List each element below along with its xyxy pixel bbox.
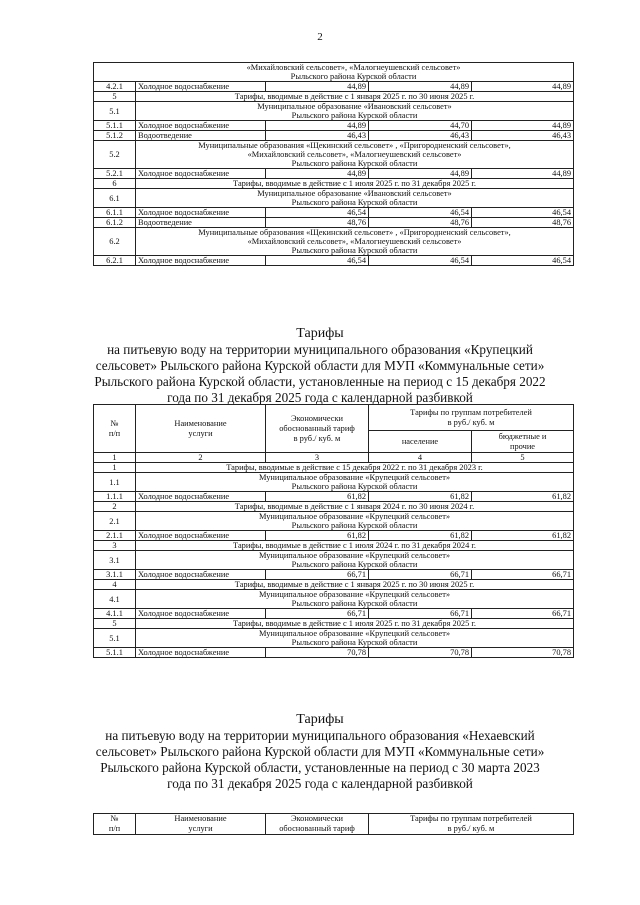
- header-economic: [266, 814, 369, 835]
- service-name: Холодное водоснабжение: [136, 121, 266, 131]
- row-number: 6: [94, 179, 136, 189]
- text-line: Рыльского района Курской области: [291, 560, 418, 569]
- text-line: Муниципальное образование «Крупецкий сельсовет»: [258, 512, 451, 521]
- row-number: 5.1.1: [94, 121, 136, 131]
- tariff-value: 61,82: [266, 492, 369, 502]
- tariff-value: 44,89: [472, 82, 574, 92]
- service-name: Холодное водоснабжение: [136, 169, 266, 179]
- row-number: 2.1: [94, 512, 136, 531]
- tariff-value: 44,89: [472, 169, 574, 179]
- table-row: [94, 102, 574, 121]
- table-row: [94, 218, 574, 228]
- table-row: [94, 590, 574, 609]
- table-row: [94, 228, 574, 256]
- page-number: 2: [317, 31, 323, 43]
- text-line: Муниципальные образования «Щекинский сельсовет» , «Пригородненский сельсовет»,: [198, 141, 511, 150]
- text-line: Экономически: [290, 814, 344, 823]
- text-line: обоснованный тариф: [279, 423, 355, 433]
- tariff-value: 46,54: [266, 256, 369, 266]
- row-number: 2: [94, 502, 136, 512]
- tariff-value: 48,76: [472, 218, 574, 228]
- text-line: Муниципальное образование «Крупецкий сельсовет»: [258, 551, 451, 560]
- heading-line: на питьевую воду на территории муниципального образования «Нехаевский: [105, 728, 535, 743]
- subgroup-cell: [136, 189, 574, 208]
- row-number: 1.1: [94, 473, 136, 492]
- text-line: услуги: [188, 428, 213, 438]
- row-number: 4: [94, 580, 136, 590]
- header-num: [94, 405, 136, 453]
- text-line: Муниципальные образования «Щекинский сельсовет» , «Пригородненский сельсовет»,: [198, 228, 511, 237]
- table-row: [94, 492, 574, 502]
- tariff-value: 66,71: [369, 609, 472, 619]
- tariff-value: 61,82: [369, 531, 472, 541]
- header-num: [94, 814, 136, 835]
- table-row: [94, 169, 574, 179]
- heading-line: Рыльского района Курской области, установленные на период с 30 марта 2023: [100, 760, 540, 775]
- text-line: Наименование: [174, 814, 227, 823]
- row-number: 3: [94, 541, 136, 551]
- row-number: 5.1.1: [94, 648, 136, 658]
- row-number: 3.1: [94, 551, 136, 570]
- table-row: [94, 580, 574, 590]
- table-row: [94, 256, 574, 266]
- row-number: 1.1.1: [94, 492, 136, 502]
- text-line: Рыльского района Курской области: [291, 111, 418, 120]
- text-line: бюджетные и: [498, 431, 547, 441]
- text-line: Рыльского района Курской области: [291, 246, 418, 255]
- text-line: «Михайловский сельсовет», «Малогнеушевский сельсовет»: [246, 63, 461, 72]
- tariff-value: 44,89: [369, 82, 472, 92]
- text-line: Рыльского района Курской области: [291, 482, 418, 491]
- text-line: Рыльского района Курской области: [291, 638, 418, 647]
- tariff-value: 66,71: [266, 609, 369, 619]
- row-number: 5: [94, 92, 136, 102]
- period-cell: Тарифы, вводимые в действие с 1 июля 2024 г. по 31 декабря 2024 г.: [136, 541, 574, 551]
- row-number: 3.1.1: [94, 570, 136, 580]
- subgroup-cell: [136, 512, 574, 531]
- text-line: Муниципальное образование «Ивановский сельсовет»: [257, 102, 452, 111]
- section-heading-krupetsky: [0, 326, 640, 406]
- header-service: [136, 814, 266, 835]
- table-header-row: [94, 405, 574, 431]
- tariff-value: 44,89: [369, 169, 472, 179]
- period-cell: Тарифы, вводимые в действие с 1 июля 2025 г. по 31 декабря 2025 г.: [136, 179, 574, 189]
- text-line: «Михайловский сельсовет», «Малогнеушевский сельсовет»: [247, 150, 462, 159]
- heading-line: сельсовет» Рыльского района Курской области для МУП «Коммунальные сети»: [95, 744, 545, 759]
- tariff-value: 61,82: [266, 531, 369, 541]
- row-number: 6.2: [94, 228, 136, 256]
- text-line: обоснованный тариф: [279, 824, 355, 833]
- table-row: [94, 531, 574, 541]
- heading-line: года по 31 декабря 2025 года с календарной разбивкой: [167, 776, 473, 791]
- table-row: [94, 463, 574, 473]
- table-row: [94, 131, 574, 141]
- subgroup-cell: [94, 63, 574, 82]
- subgroup-cell: [136, 551, 574, 570]
- tariff-value: 48,76: [266, 218, 369, 228]
- tariff-value: 46,54: [369, 256, 472, 266]
- heading-line: сельсовет» Рыльского района Курской области для МУП «Коммунальные сети»: [95, 358, 545, 373]
- column-number-row: [94, 453, 574, 463]
- text-line: Рыльского района Курской области: [291, 198, 418, 207]
- table-row: [94, 609, 574, 619]
- text-line: Муниципальное образование «Крупецкий сельсовет»: [258, 629, 451, 638]
- tariff-value: 46,43: [266, 131, 369, 141]
- heading-title: Тарифы: [296, 326, 344, 341]
- table-row: [94, 619, 574, 629]
- text-line: п/п: [108, 428, 121, 438]
- row-number: 5.2.1: [94, 169, 136, 179]
- row-number: 4.2.1: [94, 82, 136, 92]
- row-number: 6.1.2: [94, 218, 136, 228]
- service-name: Холодное водоснабжение: [136, 492, 266, 502]
- header-groups: [369, 814, 574, 835]
- tariff-value: 70,78: [266, 648, 369, 658]
- text-line: Муниципальное образование «Ивановский сельсовет»: [257, 189, 452, 198]
- table-row: [94, 82, 574, 92]
- tariff-value: 66,71: [472, 570, 574, 580]
- row-number: 1: [94, 463, 136, 473]
- tariff-value: 70,78: [472, 648, 574, 658]
- period-cell: Тарифы, вводимые в действие с 1 января 2025 г. по 30 июня 2025 г.: [136, 92, 574, 102]
- service-name: Водоотведение: [136, 131, 266, 141]
- text-line: услуги: [188, 824, 213, 833]
- text-line: в руб./ куб. м: [447, 824, 495, 833]
- subgroup-cell: [136, 102, 574, 121]
- service-name: Водоотведение: [136, 218, 266, 228]
- tariff-value: 48,76: [369, 218, 472, 228]
- text-line: Наименование: [174, 418, 227, 428]
- service-name: Холодное водоснабжение: [136, 256, 266, 266]
- row-number: 5.2: [94, 141, 136, 169]
- column-number: 3: [266, 453, 369, 463]
- tariff-value: 61,82: [472, 531, 574, 541]
- tariff-table-nekhaevsky: [93, 813, 574, 835]
- text-line: Тарифы по группам потребителей: [410, 407, 532, 417]
- table-row: [94, 92, 574, 102]
- service-name: Холодное водоснабжение: [136, 208, 266, 218]
- row-number: 5.1: [94, 102, 136, 121]
- table-row: [94, 541, 574, 551]
- table-row: [94, 502, 574, 512]
- header-population: население: [369, 431, 472, 453]
- text-line: Экономически: [290, 413, 344, 423]
- row-number: 4.1: [94, 590, 136, 609]
- tariff-value: 44,89: [266, 169, 369, 179]
- row-number: 6.2.1: [94, 256, 136, 266]
- table-row: [94, 473, 574, 492]
- period-cell: Тарифы, вводимые в действие с 1 января 2025 г. по 30 июня 2025 г.: [136, 580, 574, 590]
- tariff-value: 61,82: [369, 492, 472, 502]
- heading-title: Тарифы: [296, 712, 344, 727]
- row-number: 5.1.2: [94, 131, 136, 141]
- text-line: Муниципальное образование «Крупецкий сельсовет»: [258, 473, 451, 482]
- column-number: 1: [94, 453, 136, 463]
- tariff-value: 46,54: [266, 208, 369, 218]
- tariff-value: 46,54: [472, 256, 574, 266]
- table-row: [94, 570, 574, 580]
- period-cell: Тарифы, вводимые в действие с 15 декабря 2022 г. по 31 декабря 2023 г.: [136, 463, 574, 473]
- service-name: Холодное водоснабжение: [136, 609, 266, 619]
- subgroup-cell: [136, 473, 574, 492]
- table-row: [94, 551, 574, 570]
- table-row: [94, 512, 574, 531]
- heading-line: на питьевую воду на территории муниципального образования «Крупецкий: [107, 342, 533, 357]
- tariff-table-krupetsky: [93, 404, 574, 658]
- text-line: в руб./ куб. м: [447, 417, 495, 427]
- period-cell: Тарифы, вводимые в действие с 1 июля 2025 г. по 31 декабря 2025 г.: [136, 619, 574, 629]
- table-row: [94, 63, 574, 82]
- subgroup-cell: [136, 590, 574, 609]
- table-row: [94, 141, 574, 169]
- text-line: Тарифы по группам потребителей: [410, 814, 532, 823]
- service-name: Холодное водоснабжение: [136, 531, 266, 541]
- text-line: Муниципальное образование «Крупецкий сельсовет»: [258, 590, 451, 599]
- text-line: «Михайловский сельсовет», «Малогнеушевский сельсовет»: [247, 237, 462, 246]
- heading-line: года по 31 декабря 2025 года с календарной разбивкой: [167, 390, 473, 405]
- tariff-value: 44,89: [266, 121, 369, 131]
- text-line: Рыльского района Курской области: [290, 72, 417, 81]
- tariff-value: 44,89: [266, 82, 369, 92]
- heading-line: Рыльского района Курской области, установленные на период с 15 декабря 2022: [94, 374, 546, 389]
- text-line: п/п: [108, 824, 121, 833]
- row-number: 2.1.1: [94, 531, 136, 541]
- table-row: [94, 648, 574, 658]
- column-number: 4: [369, 453, 472, 463]
- service-name: Холодное водоснабжение: [136, 648, 266, 658]
- tariff-value: 70,78: [369, 648, 472, 658]
- header-other: [472, 431, 574, 453]
- subgroup-cell: [136, 141, 574, 169]
- text-line: Рыльского района Курской области: [291, 159, 418, 168]
- row-number: 5: [94, 619, 136, 629]
- tariff-value: 46,43: [369, 131, 472, 141]
- row-number: 4.1.1: [94, 609, 136, 619]
- subgroup-cell: [136, 629, 574, 648]
- tariff-value: 66,71: [266, 570, 369, 580]
- row-number: 5.1: [94, 629, 136, 648]
- table-row: [94, 629, 574, 648]
- tariff-value: 46,54: [369, 208, 472, 218]
- text-line: прочие: [509, 441, 536, 451]
- row-number: 6.1: [94, 189, 136, 208]
- table-row: [94, 208, 574, 218]
- column-number: 5: [472, 453, 574, 463]
- subgroup-cell: [136, 228, 574, 256]
- tariff-value: 66,71: [472, 609, 574, 619]
- header-service: [136, 405, 266, 453]
- tariff-value: 44,89: [472, 121, 574, 131]
- header-groups: [369, 405, 574, 431]
- tariff-value: 46,43: [472, 131, 574, 141]
- tariff-table-continued: [93, 62, 574, 266]
- service-name: Холодное водоснабжение: [136, 82, 266, 92]
- service-name: Холодное водоснабжение: [136, 570, 266, 580]
- text-line: Рыльского района Курской области: [291, 521, 418, 530]
- table-row: [94, 189, 574, 208]
- table-header-row: [94, 814, 574, 835]
- table-row: [94, 179, 574, 189]
- period-cell: Тарифы, вводимые в действие с 1 января 2024 г. по 30 июня 2024 г.: [136, 502, 574, 512]
- text-line: №: [110, 418, 119, 428]
- text-line: Рыльского района Курской области: [291, 599, 418, 608]
- tariff-value: 61,82: [472, 492, 574, 502]
- row-number: 6.1.1: [94, 208, 136, 218]
- table-row: [94, 121, 574, 131]
- text-line: в руб./ куб. м: [293, 433, 341, 443]
- tariff-value: 46,54: [472, 208, 574, 218]
- text-line: №: [110, 814, 119, 823]
- header-economic: [266, 405, 369, 453]
- column-number: 2: [136, 453, 266, 463]
- section-heading-nekhaevsky: [0, 712, 640, 792]
- tariff-value: 44,70: [369, 121, 472, 131]
- tariff-value: 66,71: [369, 570, 472, 580]
